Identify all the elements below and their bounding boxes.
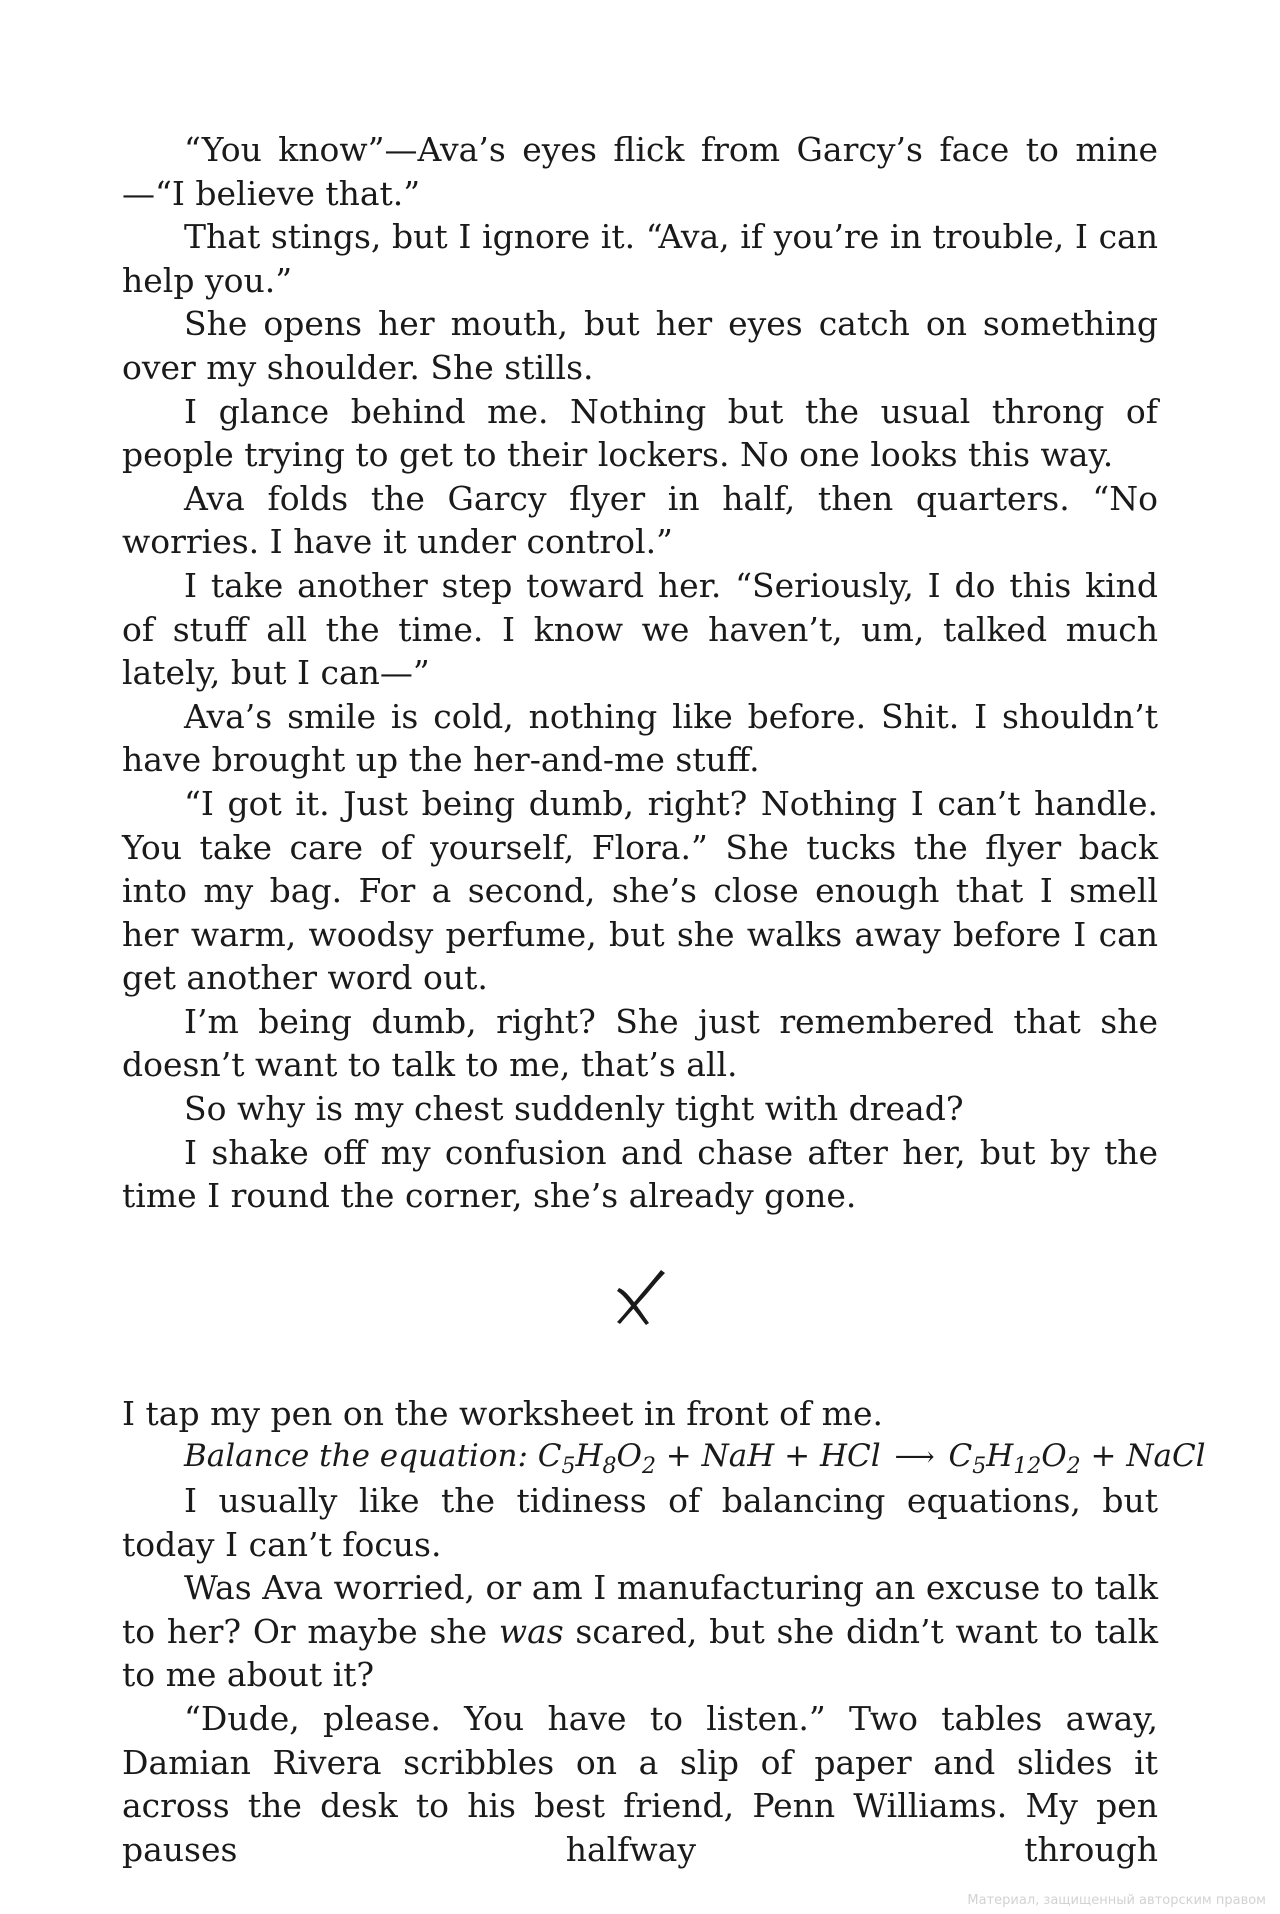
equation-symbol: C bbox=[537, 1438, 562, 1475]
equation-symbol: C bbox=[938, 1438, 973, 1475]
equation-subscript: 12 bbox=[1013, 1454, 1042, 1480]
equation-subscript: 2 bbox=[1066, 1454, 1081, 1480]
paragraph-chest-tight: So why is my chest suddenly tight with dread? bbox=[184, 1089, 964, 1129]
paragraph-glance-behind: I glance behind me. Nothing but the usual throng of people trying to get to their lockers. No one looks this way. bbox=[122, 391, 1158, 475]
equation-symbol: H bbox=[986, 1438, 1014, 1475]
equation-prefix: Balance the equation: bbox=[184, 1438, 538, 1475]
brush-x-icon bbox=[613, 1268, 667, 1326]
paragraph-another-step: I take another step toward her. “Seriously, I do this kind of stuff all the time. I know we haven’t, um, talked much lately, but I can—” bbox=[122, 565, 1158, 693]
equation-products: + NaCl bbox=[1080, 1438, 1206, 1475]
paragraph-got-it: “I got it. Just being dumb, right? Nothing I can’t handle. You take care of yourself, Flora.” She tucks the flyer back into my bag. For a second, she’s close enough that I smell her warm, woodsy perfume, but she walks away before I can get another word out. bbox=[122, 783, 1158, 998]
paragraph-ava-worried bbox=[122, 1566, 1158, 1697]
paragraph-opens-mouth: She opens her mouth, but her eyes catch on something over my shoulder. She stills. bbox=[122, 304, 1158, 387]
equation-subscript: 5 bbox=[972, 1454, 987, 1480]
copyright-watermark: Материал, защищенный авторским правом bbox=[967, 1893, 1266, 1908]
equation-subscript: 5 bbox=[561, 1454, 576, 1480]
paragraph-ava-believe: “You know”—Ava’s eyes flick from Garcy’s face to mine—“I believe that.” bbox=[122, 130, 1158, 213]
paragraph-chase-after: I shake off my confusion and chase after her, but by the time I round the corner, she’s already gone. bbox=[122, 1132, 1158, 1216]
chemical-equation bbox=[122, 1435, 1206, 1480]
equation-symbol: H bbox=[575, 1438, 603, 1475]
paragraph-folds-flyer: Ava folds the Garcy flyer in half, then quarters. “No worries. I have it under control.” bbox=[122, 478, 1158, 562]
paragraph-tap-pen: I tap my pen on the worksheet in front of me. bbox=[122, 1393, 883, 1433]
scene-break bbox=[122, 1218, 1158, 1392]
paragraph-balancing: I usually like the tidiness of balancing equations, but today I can’t focus. bbox=[122, 1481, 1158, 1564]
equation-reagents: + NaH + HCl bbox=[655, 1438, 891, 1475]
paragraph-text: scared, but she didn’t want to talk to me about it? bbox=[122, 1611, 1158, 1695]
book-page bbox=[122, 128, 1206, 1871]
equation-symbol: O bbox=[1041, 1438, 1067, 1475]
equation-subscript: 2 bbox=[641, 1454, 656, 1480]
paragraph-text: Was Ava worried, or am I manufacturing an excuse to talk to her? Or maybe she bbox=[122, 1568, 1158, 1651]
paragraph-being-dumb: I’m being dumb, right? She just remembered that she doesn’t want to talk to me, that’s all. bbox=[122, 1001, 1158, 1085]
emphasis-text: was bbox=[498, 1611, 564, 1651]
equation-symbol: O bbox=[616, 1438, 642, 1475]
paragraph-dude-please: “Dude, please. You have to listen.” Two tables away, Damian Rivera scribbles on a slip of paper and slides it across the desk to his best friend, Penn Williams. My pen pauses halfway through bbox=[122, 1699, 1158, 1869]
paragraph-that-stings: That stings, but I ignore it. “Ava, if you’re in trouble, I can help you.” bbox=[122, 217, 1158, 300]
paragraph-smile-cold: Ava’s smile is cold, nothing like before. Shit. I shouldn’t have brought up the her-and-me stuff. bbox=[122, 696, 1158, 780]
reaction-arrow-icon: ⟶ bbox=[894, 1440, 935, 1474]
equation-subscript: 8 bbox=[602, 1454, 617, 1480]
